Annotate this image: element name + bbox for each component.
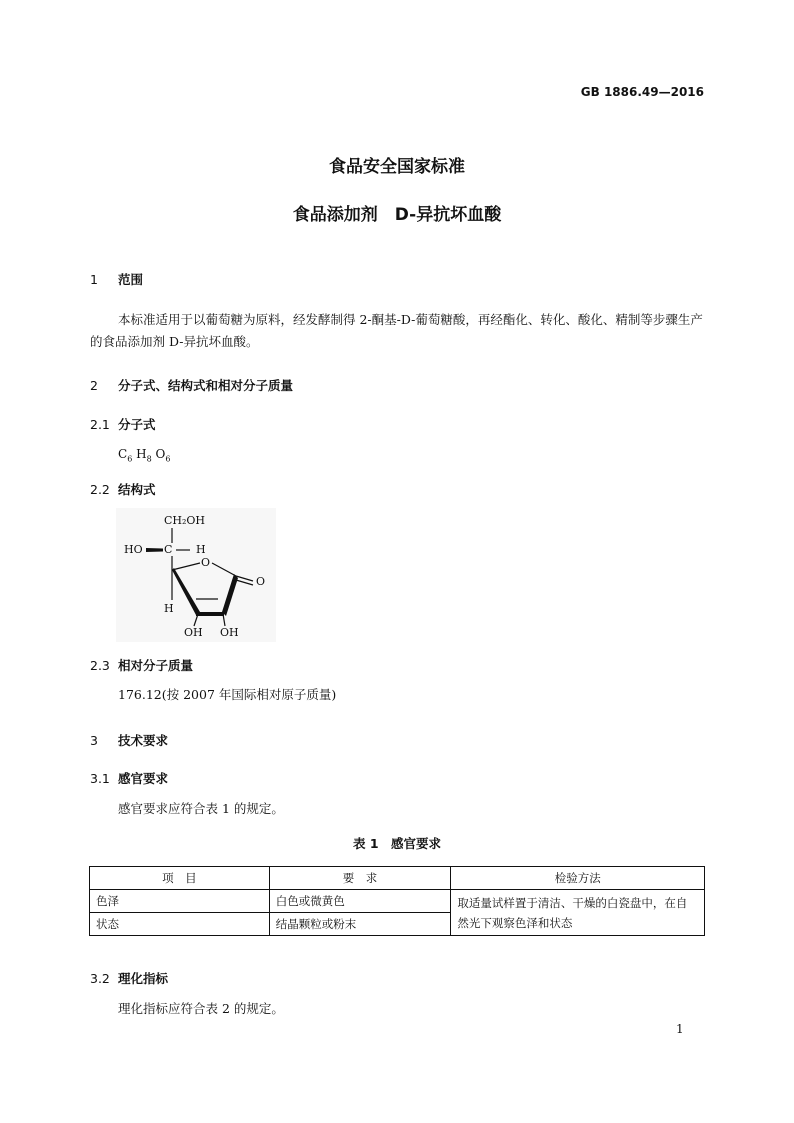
cell-requirement: 结晶颗粒或粉末: [269, 913, 451, 936]
table-1-caption: 表 1 感官要求: [352, 836, 442, 851]
section-2-heading: [90, 376, 293, 394]
standard-code: GB 1886.49—2016: [580, 85, 704, 99]
section-number: 2: [90, 378, 98, 393]
cell-method: 取适量试样置于清洁、干燥的白瓷盘中，在自然光下观察色泽和状态: [451, 890, 705, 936]
cell-requirement: 白色或微黄色: [269, 890, 451, 913]
section-number: 3.2: [90, 971, 110, 986]
label-h-top: H: [196, 543, 206, 556]
section-3-heading: [90, 731, 168, 749]
section-title: 分子式、结构式和相对分子质量: [118, 378, 294, 393]
cell-item: 色泽: [90, 890, 270, 913]
section-title: 理化指标: [118, 971, 169, 986]
section-1-heading: [90, 270, 143, 288]
label-ho: HO: [124, 543, 143, 556]
section-number: 2.3: [90, 658, 110, 673]
label-o-ring: O: [201, 556, 211, 569]
section-2-2-heading: [90, 480, 156, 498]
section-3-2-heading: [90, 969, 168, 987]
label-h-bottom: H: [164, 602, 174, 615]
section-2-3-heading: [90, 656, 193, 674]
wedge-bond-ho: [146, 548, 163, 552]
header-method: 检验方法: [451, 867, 705, 890]
label-ch2oh: CH₂OH: [164, 514, 206, 527]
document-title: 食品安全国家标准: [329, 157, 465, 177]
section-title: 范围: [118, 272, 144, 287]
section-number: 1: [90, 272, 98, 287]
molecular-formula: $C_6$ $H_8$ $O_6$: [118, 447, 171, 464]
cell-item: 状态: [90, 913, 270, 936]
document-subtitle: 食品添加剂 D-异抗坏血酸: [292, 205, 502, 225]
section-title: 相对分子质量: [118, 658, 194, 673]
table-row: [90, 890, 705, 913]
section-number: 2.2: [90, 482, 110, 497]
section-3-1-heading: [90, 769, 168, 787]
label-oh-right: OH: [220, 626, 239, 639]
molecular-mass: 176.12(按 2007 年国际相对原子质量): [118, 687, 337, 702]
label-c: C: [164, 543, 173, 556]
section-title: 感官要求: [118, 771, 169, 786]
section-number: 2.1: [90, 417, 110, 432]
structure-background: [116, 508, 276, 642]
section-3-1-body: 感官要求应符合表 1 的规定。: [118, 801, 284, 816]
section-2-1-heading: [90, 415, 156, 433]
label-oh-left: OH: [184, 626, 203, 639]
section-number: 3: [90, 733, 98, 748]
table-1: [89, 866, 705, 936]
section-1-body: 本标准适用于以葡萄糖为原料，经发酵制得 2-酮基-D-葡萄糖酸，再经酯化、转化、酸化、精制等步骤生产的食品添加剂 D-异抗坏血酸。: [90, 312, 703, 349]
section-title: 结构式: [118, 482, 156, 497]
table-header-row: [90, 867, 705, 890]
section-title: 技术要求: [118, 733, 169, 748]
section-title: 分子式: [118, 417, 156, 432]
header-item: 项 目: [90, 867, 270, 890]
label-o-carbonyl: O: [256, 575, 266, 588]
bold-bond-c3-c2: [196, 612, 224, 616]
section-number: 3.1: [90, 771, 110, 786]
structural-formula: [116, 508, 276, 642]
page-number: 1: [676, 1022, 684, 1036]
header-requirement: 要 求: [269, 867, 451, 890]
section-3-2-body: 理化指标应符合表 2 的规定。: [118, 1001, 284, 1016]
